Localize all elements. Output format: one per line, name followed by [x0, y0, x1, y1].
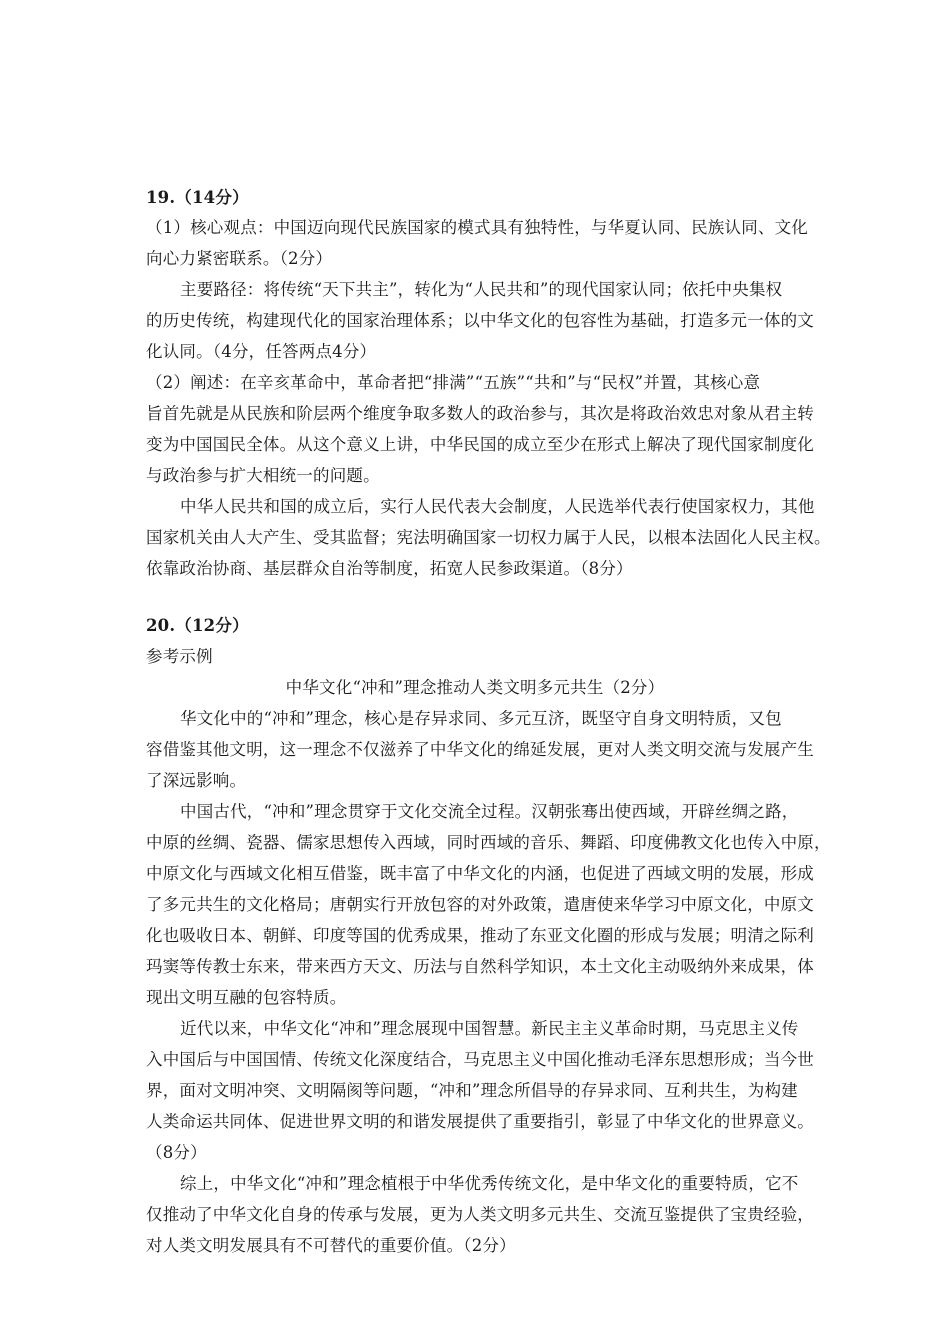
q19-line: 旨首先就是从民族和阶层两个维度争取多数人的政治参与，其次是将政治效忠对象从君主转 [146, 404, 814, 423]
q20-line: 中国古代，“冲和”理念贯穿于文化交流全过程。汉朝张骞出使西域，开辟丝绸之路， [180, 802, 799, 821]
q20-subheading: 参考示例 [146, 647, 213, 666]
q19-line: （2）阐述：在辛亥革命中，革命者把“排满”“五族”“共和”与“民权”并置，其核心意 [146, 373, 761, 392]
q19-line: （1）核心观点：中国迈向现代民族国家的模式具有独特性，与华夏认同、民族认同、文化 [146, 218, 808, 237]
q20-line: 中原文化与西域文化相互借鉴，既丰富了中华文化的内涵，也促进了西域文明的发展，形成 [146, 864, 814, 883]
q20-line: 仅推动了中华文化自身的传承与发展，更为人类文明多元共生、交流互鉴提供了宝贵经验， [146, 1205, 814, 1224]
q20-line: 人类命运共同体、促进世界文明的和谐发展提供了重要指引，彰显了中华文化的世界意义。 [146, 1112, 814, 1131]
q19-line: 国家机关由人大产生、受其监督；宪法明确国家一切权力属于人民，以根本法固化人民主权。 [146, 528, 831, 547]
q20-line: 综上，中华文化“冲和”理念植根于中华优秀传统文化，是中华文化的重要特质，它不 [180, 1174, 799, 1193]
q20-line: （8分） [146, 1143, 207, 1162]
q20-essay-title: 中华文化“冲和”理念推动人类文明多元共生（2分） [285, 678, 665, 697]
q19-line: 与政治参与扩大相统一的问题。 [146, 466, 380, 485]
q20-line: 化也吸收日本、朝鲜、印度等国的优秀成果，推动了东亚文化圈的形成与发展；明清之际利 [146, 926, 814, 945]
q19-line: 依靠政治协商、基层群众自治等制度，拓宽人民参政渠道。（8分） [146, 559, 633, 578]
q20-heading: 20.（12分） [146, 616, 249, 635]
q20-line: 华文化中的“冲和”理念，核心是存异求同、多元互济，既坚守自身文明特质，又包 [180, 709, 782, 728]
q20-line: 对人类文明发展具有不可替代的重要价值。（2分） [146, 1236, 516, 1255]
q19-line: 主要路径：将传统“天下共主”，转化为“人民共和”的现代国家认同；依托中央集权 [180, 280, 783, 299]
q20-line: 入中国后与中国国情、传统文化深度结合，马克思主义中国化推动毛泽东思想形成；当今世 [146, 1050, 814, 1069]
q20-line: 了深远影响。 [146, 771, 247, 790]
q20-line: 现出文明互融的包容特质。 [146, 988, 347, 1007]
q20-line: 了多元共生的文化格局；唐朝实行开放包容的对外政策，遣唐使来华学习中原文化，中原文 [146, 895, 814, 914]
q19-line: 中华人民共和国的成立后，实行人民代表大会制度，人民选举代表行使国家权力，其他 [180, 497, 815, 516]
q20-line: 玛窦等传教士东来，带来西方天文、历法与自然科学知识，本土文化主动吸纳外来成果，体 [146, 957, 814, 976]
q19-line: 的历史传统，构建现代化的国家治理体系；以中华文化的包容性为基础，打造多元一体的文 [146, 311, 814, 330]
q19-line: 向心力紧密联系。（2分） [146, 249, 333, 268]
q19-heading: 19.（14分） [146, 188, 249, 207]
q20-line: 近代以来，中华文化“冲和”理念展现中国智慧。新民主主义革命时期，马克思主义传 [180, 1019, 799, 1038]
q20-line: 中原的丝绸、瓷器、儒家思想传入西域，同时西域的音乐、舞蹈、印度佛教文化也传入中原， [146, 833, 831, 852]
q19-line: 化认同。（4分，任答两点4分） [146, 342, 377, 361]
q19-line: 变为中国国民全体。从这个意义上讲，中华民国的成立至少在形式上解决了现代国家制度化 [146, 435, 814, 454]
q20-line: 界，面对文明冲突、文明隔阂等问题，“冲和”理念所倡导的存异求同、互利共生，为构建 [146, 1081, 798, 1100]
q20-line: 容借鉴其他文明，这一理念不仅滋养了中华文化的绵延发展，更对人类文明交流与发展产生 [146, 740, 814, 759]
